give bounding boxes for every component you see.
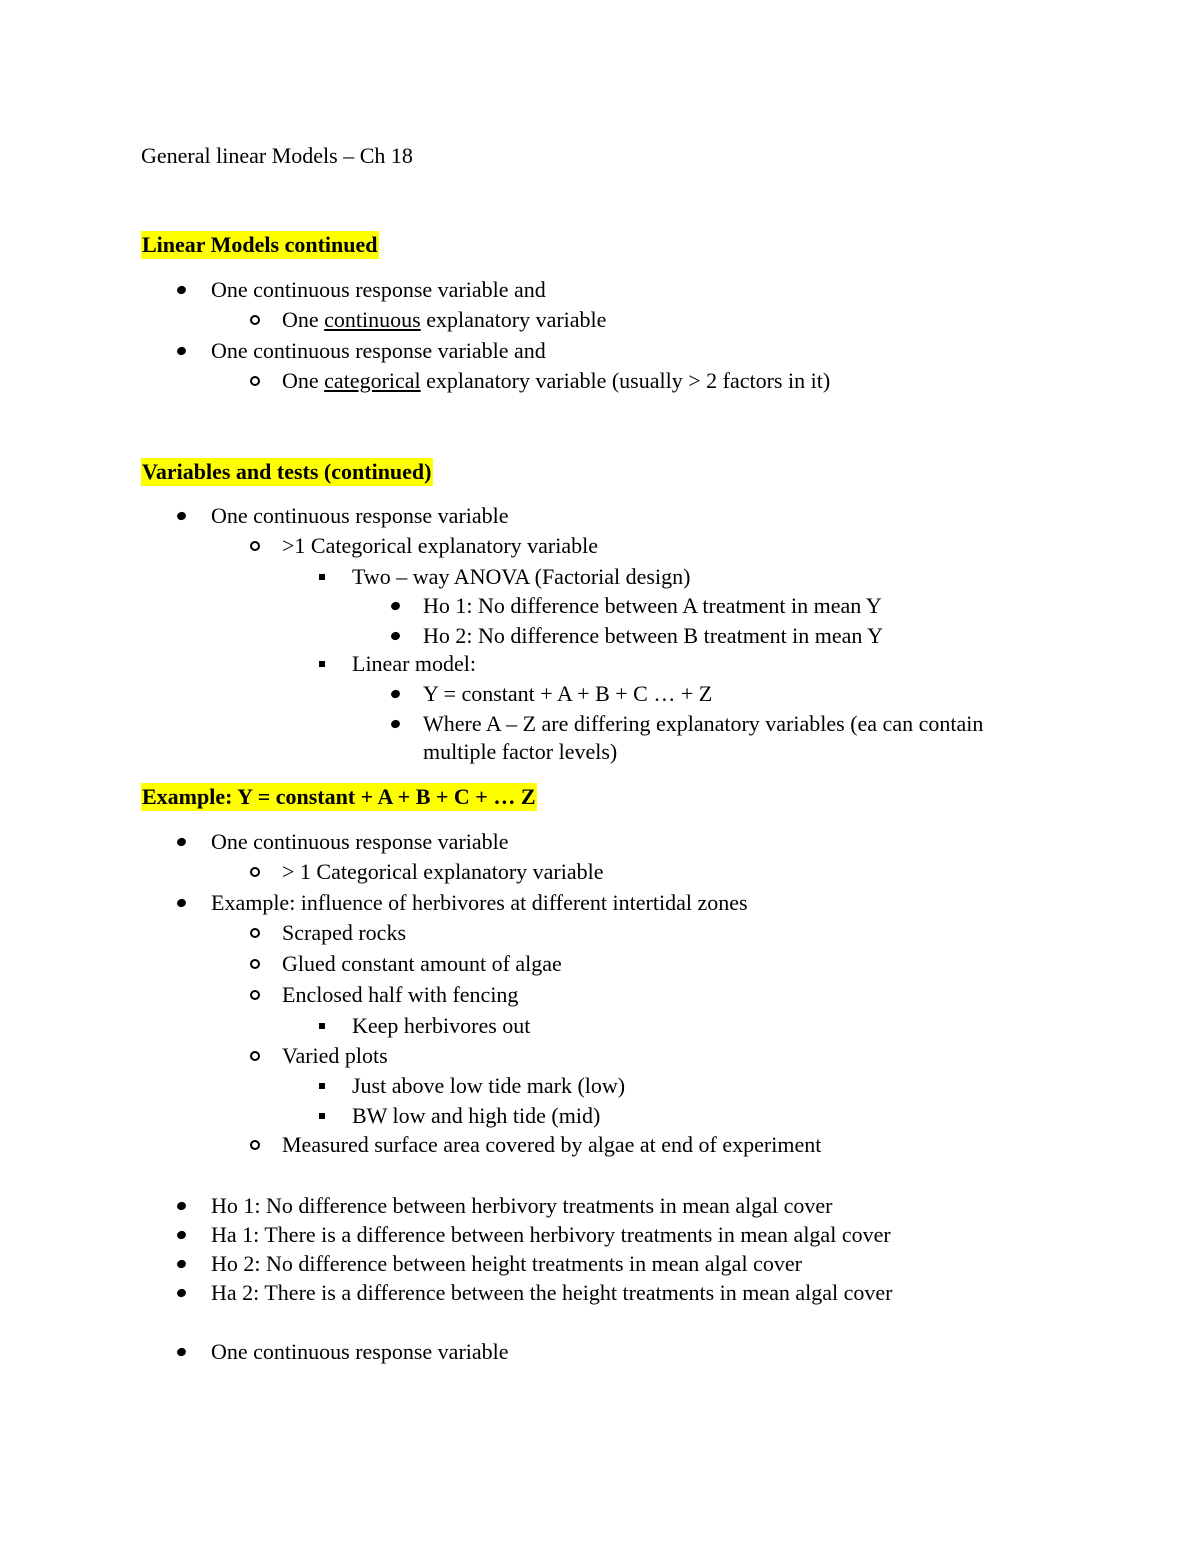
list-item: Ho 1: No difference between herbivory treatments in mean algal cover <box>211 1193 833 1218</box>
list-item <box>282 306 606 334</box>
list-item: Ho 1: No difference between A treatment in mean Y <box>423 593 882 618</box>
list-item: One continuous response variable and <box>211 277 546 302</box>
bullet-dot-icon <box>166 889 196 917</box>
list-item: Keep herbivores out <box>352 1013 531 1038</box>
bullet-dot-icon <box>166 1338 196 1366</box>
bullet-dot-icon <box>380 710 410 738</box>
bullet-dot-icon <box>380 592 410 620</box>
bullet-square-icon <box>307 650 337 678</box>
text-part: explanatory variable (usually > 2 factors in it) <box>420 368 831 393</box>
list-item: Linear model: <box>352 651 477 676</box>
document-title: General linear Models – Ch 18 <box>141 143 413 168</box>
bullet-dot-icon <box>166 1192 196 1220</box>
bullet-dot-icon <box>166 502 196 530</box>
bullet-dot-icon <box>166 1221 196 1249</box>
list-item: Ha 1: There is a difference between herbivory treatments in mean algal cover <box>211 1222 891 1247</box>
bullet-ring-icon <box>240 532 270 560</box>
list-item: Glued constant amount of algae <box>282 951 562 976</box>
bullet-dot-icon <box>166 276 196 304</box>
list-item: BW low and high tide (mid) <box>352 1103 601 1128</box>
bullet-dot-icon <box>166 828 196 856</box>
list-item: Ha 2: There is a difference between the height treatments in mean algal cover <box>211 1280 893 1305</box>
list-item: Measured surface area covered by algae at end of experiment <box>282 1132 822 1157</box>
bullet-ring-icon <box>240 367 270 395</box>
list-item <box>282 367 830 395</box>
bullet-ring-icon <box>240 919 270 947</box>
bullet-ring-icon <box>240 1042 270 1070</box>
bullet-square-icon <box>307 1102 337 1130</box>
underlined-term: continuous <box>324 307 421 332</box>
text-part: One <box>282 307 325 332</box>
list-item: One continuous response variable and <box>211 338 546 363</box>
heading-example: Example: Y = constant + A + B + C + … Z <box>142 784 536 809</box>
bullet-ring-icon <box>240 981 270 1009</box>
list-item: Ho 2: No difference between height treatments in mean algal cover <box>211 1251 802 1276</box>
heading-variables-tests: Variables and tests (continued) <box>142 459 432 484</box>
bullet-ring-icon <box>240 858 270 886</box>
list-item: Scraped rocks <box>282 920 407 945</box>
bullet-dot-icon <box>380 680 410 708</box>
bullet-ring-icon <box>240 306 270 334</box>
list-item: Example: influence of herbivores at different intertidal zones <box>211 890 748 915</box>
list-item: Ho 2: No difference between B treatment in mean Y <box>423 623 884 648</box>
list-item: >1 Categorical explanatory variable <box>282 533 598 558</box>
bullet-dot-icon <box>166 1279 196 1307</box>
list-item: Varied plots <box>282 1043 388 1068</box>
bullet-ring-icon <box>240 1131 270 1159</box>
list-item: Enclosed half with fencing <box>282 982 519 1007</box>
bullet-dot-icon <box>166 1250 196 1278</box>
list-item: Y = constant + A + B + C … + Z <box>423 681 713 706</box>
heading-linear-models: Linear Models continued <box>142 232 378 257</box>
list-item: One continuous response variable <box>211 829 509 854</box>
list-item-continuation: multiple factor levels) <box>423 739 618 764</box>
list-item: One continuous response variable <box>211 1339 509 1364</box>
bullet-dot-icon <box>380 622 410 650</box>
text-part: One <box>282 368 325 393</box>
list-item: Two – way ANOVA (Factorial design) <box>352 564 691 589</box>
bullet-dot-icon <box>166 337 196 365</box>
bullet-square-icon <box>307 1012 337 1040</box>
underlined-term: categorical <box>324 368 421 393</box>
list-item: > 1 Categorical explanatory variable <box>282 859 604 884</box>
bullet-square-icon <box>307 563 337 591</box>
bullet-square-icon <box>307 1072 337 1100</box>
list-item: One continuous response variable <box>211 503 509 528</box>
list-item: Where A – Z are differing explanatory variables (ea can contain <box>423 711 984 736</box>
bullet-ring-icon <box>240 950 270 978</box>
text-part: explanatory variable <box>420 307 607 332</box>
list-item: Just above low tide mark (low) <box>352 1073 626 1098</box>
